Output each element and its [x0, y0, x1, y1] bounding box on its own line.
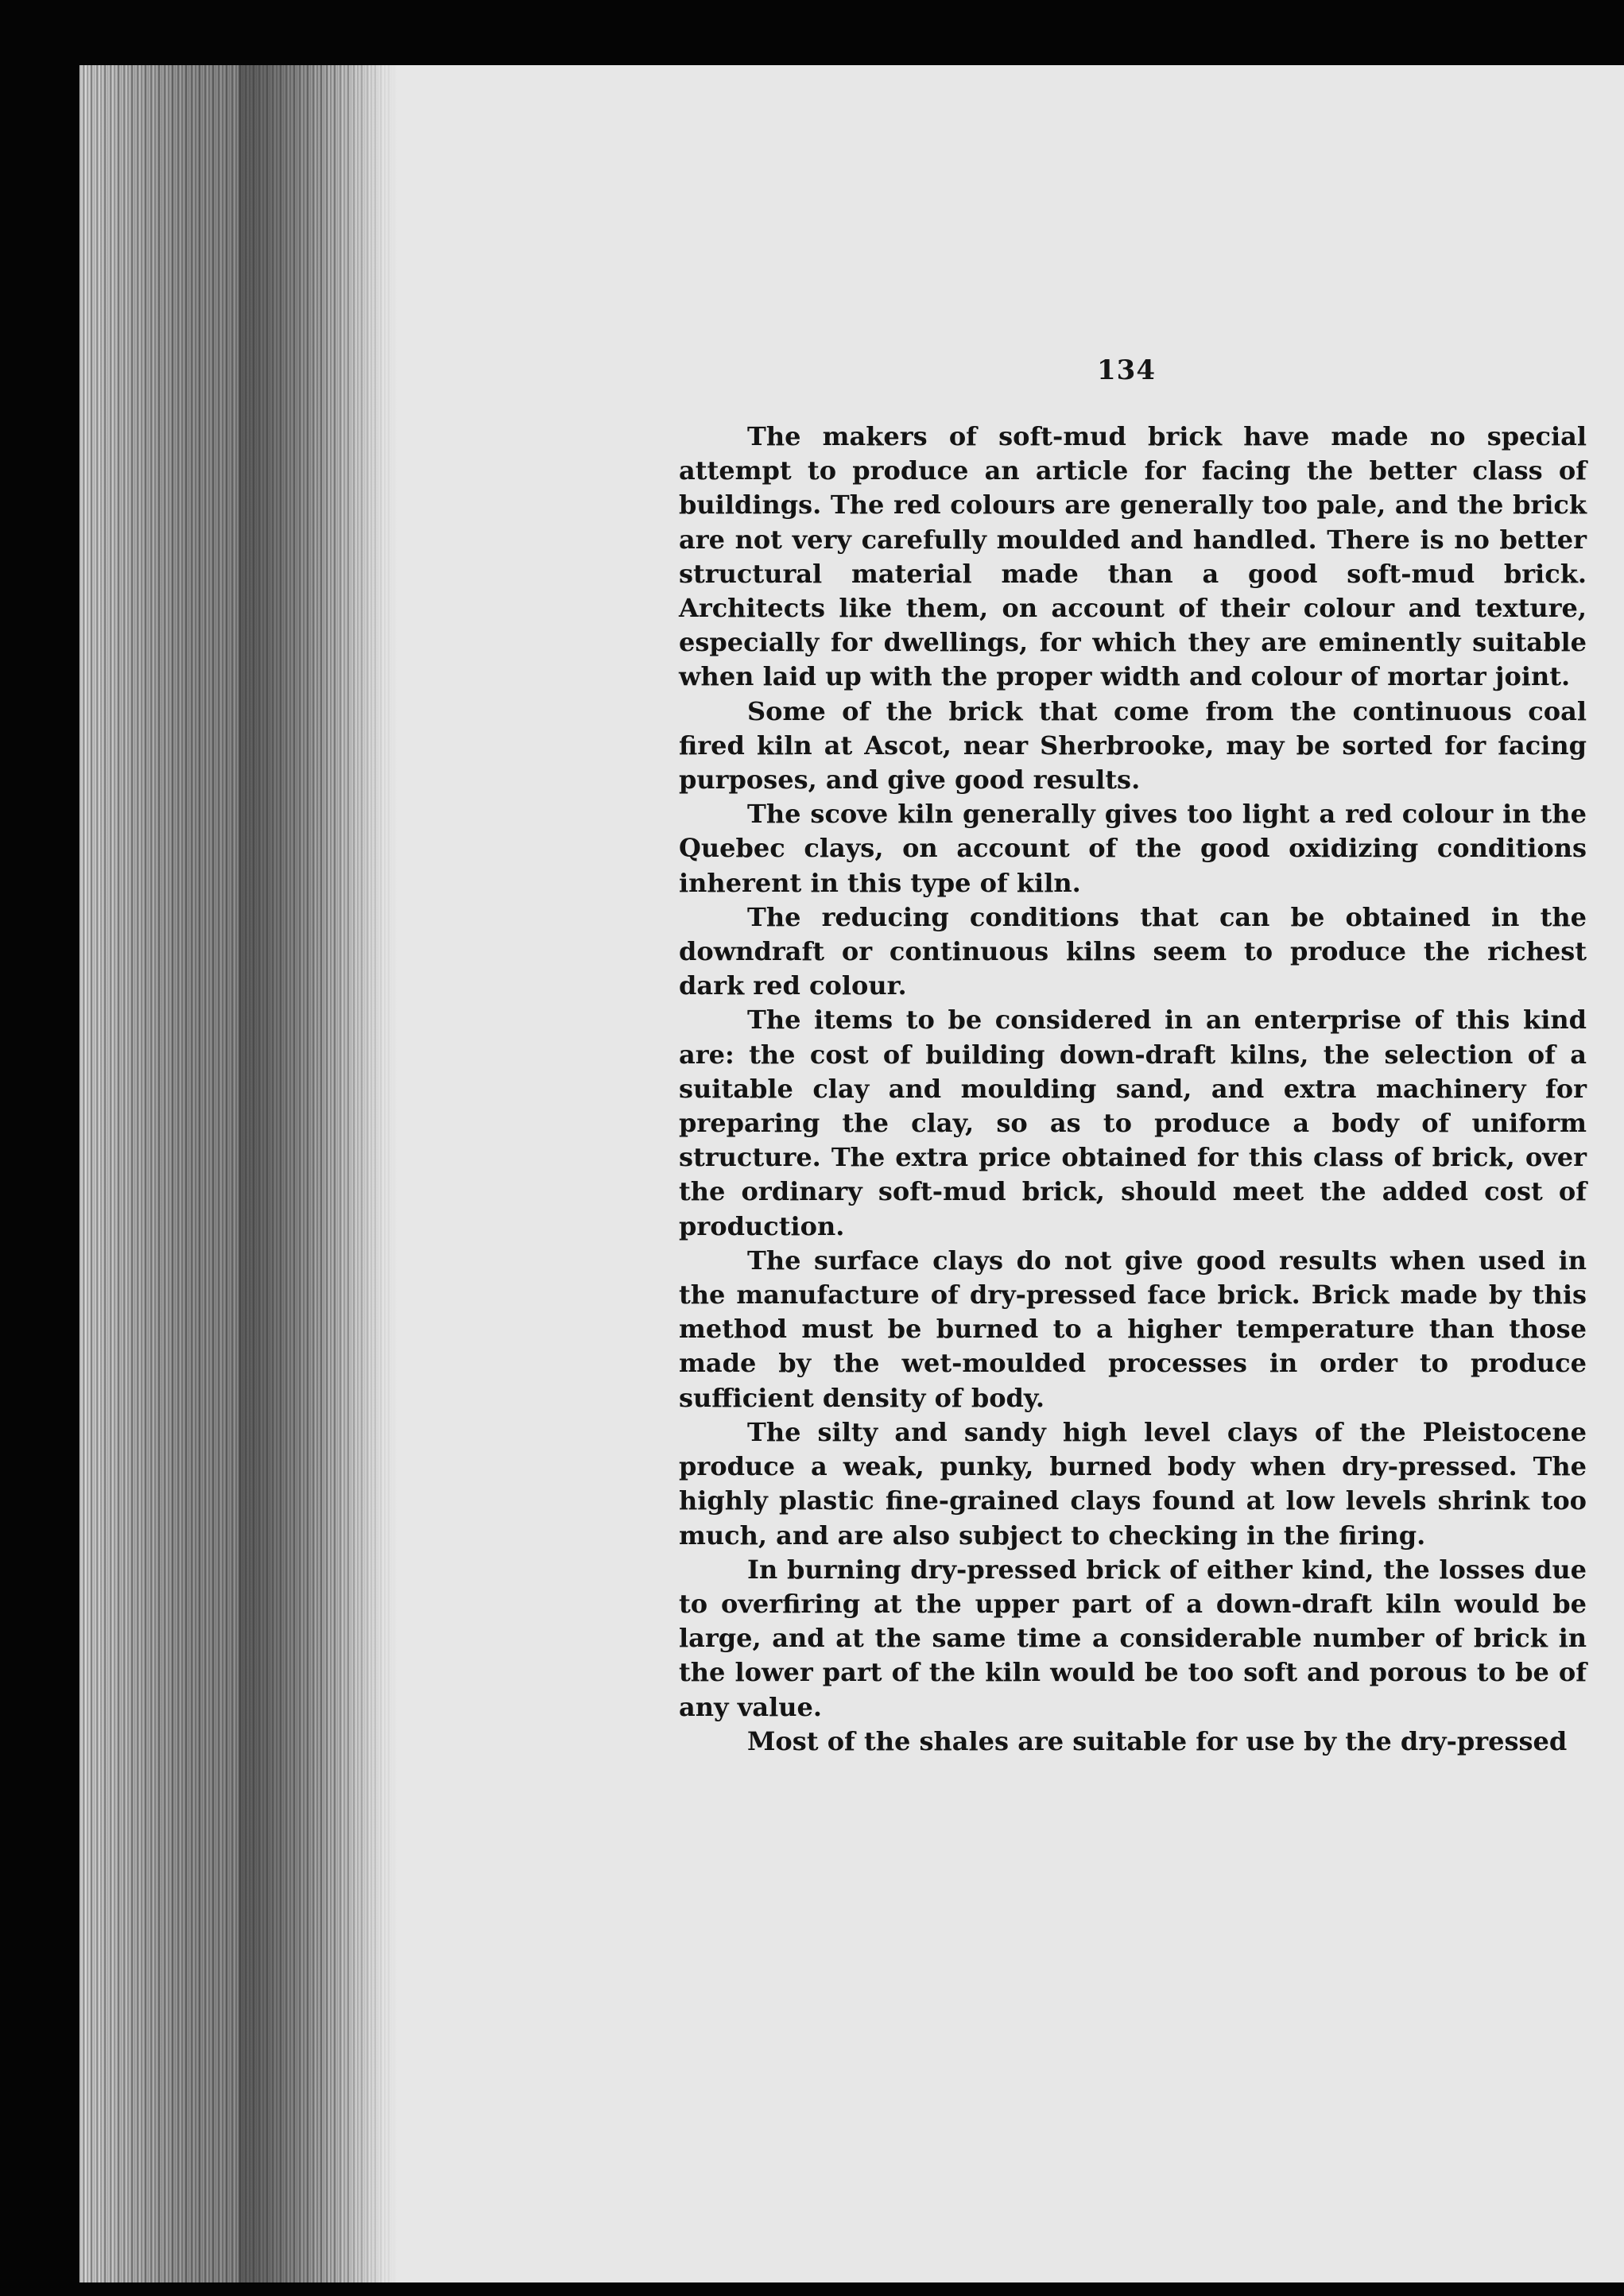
paragraph-6: The surface clays do not give good results when used in the manufacture of dry-pressed face brick. Brick made by this method must be burned to a higher temperature than those made by the wet-moulded processes in order to produce sufficient density of body. [679, 1245, 1587, 1413]
body-text [679, 420, 1587, 1759]
paragraph-9: Most of the shales are suitable for use by the dry-pressed [747, 1725, 1568, 1756]
paragraph-7: The silty and sandy high level clays of the Pleistocene produce a weak, punky, burned body when dry-pressed. The highly plastic fine-grained clays found at low levels shrink too much, and are also subject to checking in the firing. [679, 1416, 1587, 1551]
paragraph-4: The reducing conditions that can be obtained in the downdraft or continuous kilns seem to produce the richest dark red colour. [679, 901, 1587, 1001]
page-number: 134 [1097, 354, 1156, 386]
paragraph-2: Some of the brick that come from the continuous coal fired kiln at Ascot, near Sherbrooke, may be sorted for facing purposes, and give good results. [679, 695, 1587, 796]
paragraph-1: The makers of soft-mud brick have made no special attempt to produce an article for facing the better class of buildings. The red colours are generally too pale, and the brick are not very carefully moulded and handled. There is no better structural material made than a good soft-mud brick. Architects like them, on account of their colour and texture, especially for dwellings, for which they are eminently suitable when laid up with the proper width and colour of mortar joint. [679, 421, 1587, 692]
paragraph-5: The items to be considered in an enterprise of this kind are: the cost of building down-draft kilns, the selection of a suitable clay and moulding sand, and extra machinery for preparing the clay, so as to produce a body of uniform structure. The extra price obtained for this class of brick, over the ordinary soft-mud brick, should meet the added cost of production. [679, 1005, 1587, 1241]
gutter-shadow [238, 65, 382, 2282]
paragraph-8: In burning dry-pressed brick of either kind, the losses due to overfiring at the upper part of a down-draft kiln would be large, and at the same time a considerable number of brick in the lower part of the kiln would be too soft and porous to be of any value. [679, 1554, 1587, 1722]
paragraph-3: The scove kiln generally gives too light a red colour in the Quebec clays, on account of the good oxidizing conditions inherent in this type of kiln. [679, 799, 1587, 898]
